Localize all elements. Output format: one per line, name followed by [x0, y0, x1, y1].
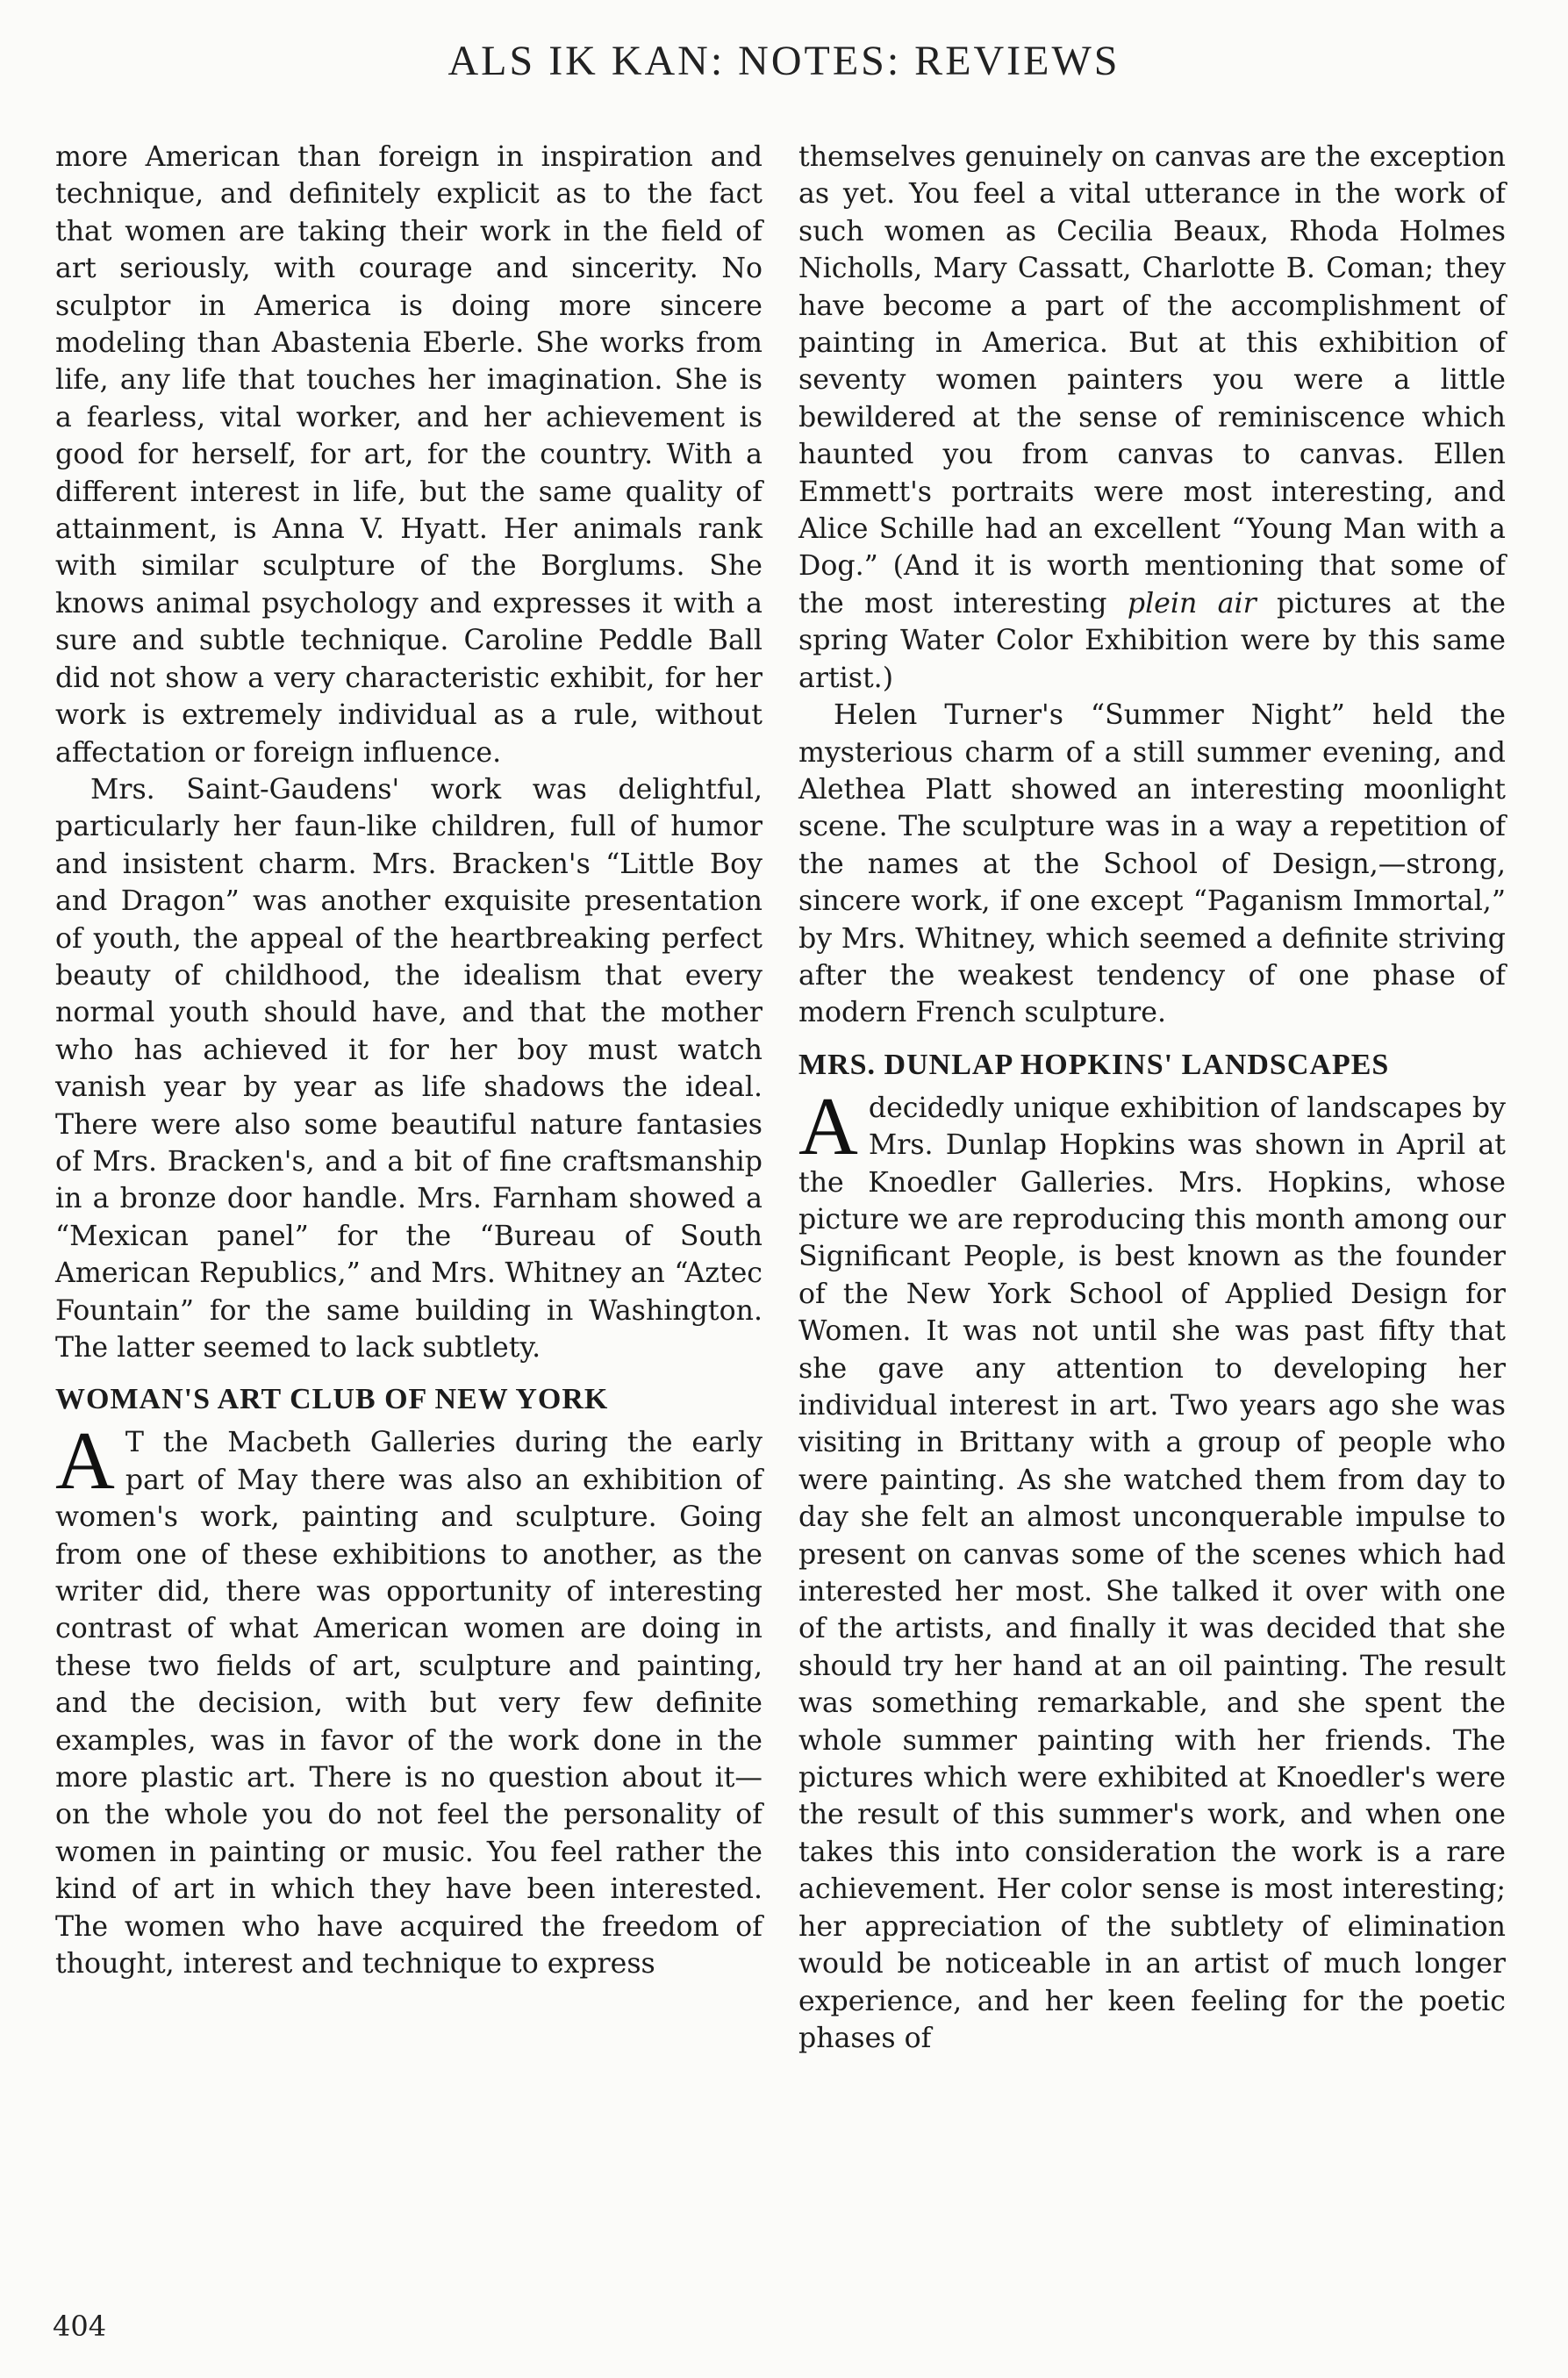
drop-cap-letter: A	[798, 1080, 858, 1172]
dunlap-hopkins-paragraph	[798, 1080, 1506, 2058]
right-paragraph-continued	[798, 139, 1506, 697]
right-paragraph-text-a: themselves genuinely on canvas are the exception as yet. You feel a vital utterance in the work of such women as Cecilia Beaux, Rhoda Holmes Nicholls, Mary Cassatt, Charlotte B. Coman; they have become a part of the accomplishment of painting in America. But at this exhibition of seventy women painters you were a little bewildered at the sense of reminiscence which haunted you from canvas to canvas. Ellen Emmett's portraits were most interesting, and Alice Schille had an excellent “Young Man with a Dog.” (And it is worth mentioning that some of the most interesting	[798, 141, 1506, 620]
womans-art-club-paragraph	[55, 1415, 763, 1982]
right-paragraph-helen-turner: Helen Turner's “Summer Night” held the mysterious charm of a still summer evening, and Alethea Platt showed an interesting moonlight scene. The sculpture was in a way a repetition of the names at the School of Design,—strong, sincere work, if one except “Paganism Immortal,” by Mrs. Whitney, which seemed a definite striving after the weakest tendency of one phase of modern French sculpture.	[798, 699, 1506, 1029]
left-paragraph-saint-gaudens: Mrs. Saint-Gaudens' work was delightful, particularly her faun-like children, full of humor and insistent charm. Mrs. Bracken's “Little Boy and Dragon” was another exquisite presentation of youth, the appeal of the heartbreaking perfect beauty of childhood, the idealism that every normal youth should have, and that the mother who has achieved it for her boy must watch vanish year by year as life shadows the ideal. There were also some beautiful nature fantasies of Mrs. Bracken's, and a bit of fine craftsmanship in a bronze door handle. Mrs. Farnham showed a “Mexican panel” for the “Bureau of South American Republics,” and Mrs. Whitney an “Aztec Fountain” for the same building in Washington. The latter seemed to lack subtlety.	[55, 773, 763, 1364]
section-heading-dunlap-hopkins: MRS. DUNLAP HOPKINS' LANDSCAPES	[798, 1048, 1390, 1081]
left-paragraph-continued: more American than foreign in inspiration and technique, and definitely explicit as to the fact that women are taking their work in the field of art seriously, with courage and sincerity. No sculptor in America is doing more sincere modeling than Abastenia Eberle. She works from life, any life that touches her imagination. She is a fearless, vital worker, and her achievement is good for herself, for art, for the country. With a different interest in life, but the same quality of attainment, is Anna V. Hyatt. Her animals rank with similar sculpture of the Borglums. She knows animal psychology and expresses it with a sure and subtle technique. Caroline Peddle Ball did not show a very characteristic exhibit, for her work is extremely individual as a rule, without affectation or foreign influence.	[55, 141, 763, 769]
left-column	[55, 139, 763, 1983]
section-heading-womans-art-club: WOMAN'S ART CLUB OF NEW YORK	[55, 1383, 609, 1416]
drop-cap-letter: A	[55, 1415, 115, 1508]
right-column	[798, 139, 1506, 2057]
running-head-title: ALS IK KAN: NOTES: REVIEWS	[447, 38, 1121, 84]
right-paragraph-text-b: pictures at the spring Water Color Exhibition were by this same artist.)	[798, 587, 1506, 694]
womans-art-club-text: T the Macbeth Galleries during the early part of May there was also an exhibition of women's work, painting and sculpture. Going from one of these exhibitions to another, as the writer did, there was opportunity of interesting contrast of what American women are doing in these two fields of art, sculpture and painting, and the decision, with but very few definite examples, was in favor of the work done in the more plastic art. There is no question about it—on the whole you do not feel the personality of women in painting or music. You feel rather the kind of art in which they have been interested. The women who have acquired the freedom of thought, interest and technique to express	[55, 1427, 763, 1980]
plein-air-italic: plein air	[1127, 587, 1257, 620]
page-number: 404	[53, 2310, 107, 2343]
dunlap-hopkins-text: decidedly unique exhibition of landscapes by Mrs. Dunlap Hopkins was shown in April at the Knoedler Galleries. Mrs. Hopkins, whose picture we are reproducing this month among our Significant People, is best known as the founder of the New York School of Applied Design for Women. It was not until she was past fifty that she gave any attention to developing her individual interest in art. Two years ago she was visiting in Brittany with a group of people who were painting. As she watched them from day to day she felt an almost unconquerable impulse to present on canvas some of the scenes which had interested her most. She talked it over with one of the artists, and finally it was decided that she should try her hand at an oil painting. The result was something remarkable, and she spent the whole summer painting with her friends. The pictures which were exhibited at Knoedler's were the result of this summer's work, and when one takes this into consideration the work is a rare achievement. Her color sense is most interesting; her appreciation of the subtlety of elimination would be noticeable in an artist of much longer experience, and her keen feeling for the poetic phases of	[798, 1092, 1506, 2054]
